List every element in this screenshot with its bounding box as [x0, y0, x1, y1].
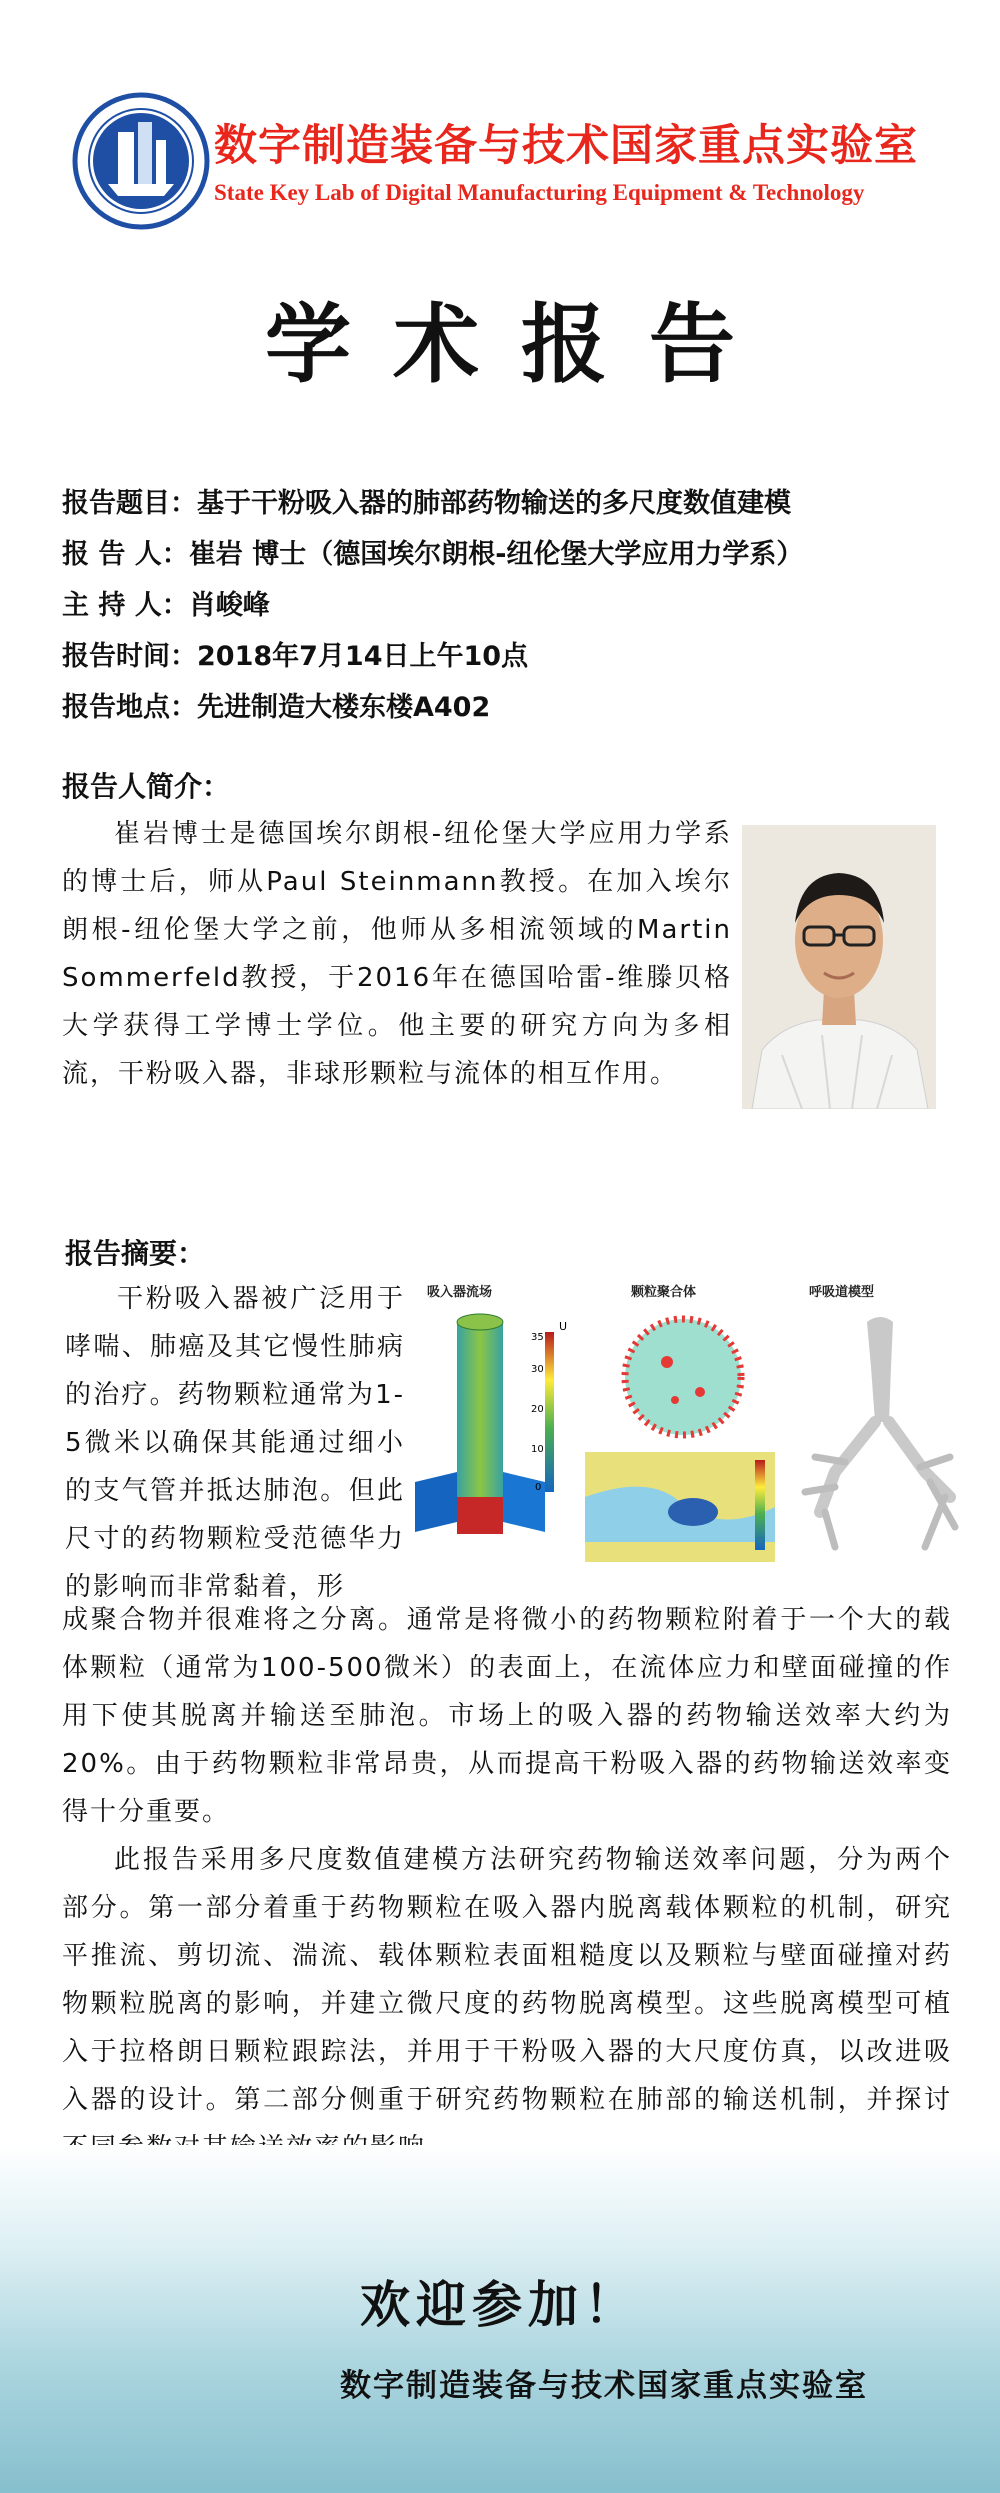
info-value: 先进制造大楼东楼A402	[197, 692, 491, 723]
figure-label-agglomerate: 颗粒聚合体	[631, 1285, 697, 1300]
page-title: 学术报告	[265, 295, 777, 395]
info-row-location	[62, 682, 982, 733]
bio-heading: 报告人简介：	[62, 770, 231, 803]
abstract-paragraph-1-rest: 成聚合物并很难将之分离。通常是将微小的药物颗粒附着于一个大的载体颗粒（通常为100-500微米）的表面上，在流体应力和壁面碰撞的作用下使其脱离并输送至肺泡。市场上的吸入器的药物输送效率大约为20%。由于药物颗粒非常昂贵，从而提高干粉吸入器的药物输送效率变得十分重要。	[62, 1605, 952, 1827]
colorbar-unit: U	[559, 1320, 568, 1333]
report-info	[62, 478, 982, 733]
figure-label-airway: 呼吸道模型	[809, 1285, 875, 1300]
info-label: 报告时间：	[62, 641, 197, 672]
lab-name-cn: 数字制造装备与技术国家重点实验室	[214, 121, 918, 171]
info-value: 2018年7月14日上午10点	[197, 641, 529, 672]
info-label: 报告地点：	[62, 692, 197, 723]
colorbar-tick: 20	[531, 1404, 544, 1415]
abstract-paragraph-2: 此报告采用多尺度数值建模方法研究药物输送效率问题，分为两个部分。第一部分着重于药物颗粒在吸入器内脱离载体颗粒的机制，研究平推流、剪切流、湍流、载体颗粒表面粗糙度以及颗粒与壁面碰撞对药物颗粒脱离的影响，并建立微尺度的药物脱离模型。这些脱离模型可植入于拉格朗日颗粒跟踪法，并用于干粉吸入器的大尺度仿真，以改进吸入器的设计。第二部分侧重于研究药物颗粒在肺部的输送机制，并探讨	[62, 1845, 952, 2115]
info-row-speaker	[62, 529, 982, 580]
lab-logo-icon	[72, 92, 210, 230]
abstract-body	[62, 1596, 952, 2172]
colorbar-tick: 30	[531, 1364, 544, 1375]
info-value: 基于干粉吸入器的肺部药物输送的多尺度数值建模	[197, 488, 791, 519]
info-label: 主 持 人：	[62, 590, 189, 621]
colorbar-tick: 35	[531, 1332, 544, 1343]
info-label: 报告题目：	[62, 488, 197, 519]
abstract-intro: 干粉吸入器被广泛用于哮喘、肺癌及其它慢性肺病的治疗。药物颗粒通常为1-5微米以确保其能通过细小的支气管并抵达肺泡。但此尺寸的药物颗粒受范德华力的影响而非常黏着，形	[65, 1284, 405, 1602]
info-value: 崔岩 博士（德国埃尔朗根-纽伦堡大学应用力学系）	[188, 539, 804, 570]
colorbar-tick: 10	[531, 1444, 544, 1455]
lab-name-en: State Key Lab of Digital Manufacturing Equipment & Technology	[214, 180, 865, 205]
footer-lab-name: 数字制造装备与技术国家重点实验室	[340, 2368, 868, 2404]
colorbar-tick: 0	[535, 1482, 542, 1493]
info-row-time	[62, 631, 982, 682]
speaker-portrait-icon	[742, 825, 936, 1109]
info-row-host	[62, 580, 982, 631]
info-label: 报 告 人：	[62, 539, 189, 570]
abstract-heading: 报告摘要：	[65, 1237, 206, 1270]
info-value: 肖峻峰	[188, 590, 270, 621]
simulation-figure	[405, 1282, 965, 1582]
bio-text: 崔岩博士是德国埃尔朗根-纽伦堡大学应用力学系的博士后，师从Paul Steinmann教授。在加入埃尔朗根-纽伦堡大学之前，他师从多相流领域的Martin Sommerfeld教授，于2016年在德国哈雷-维滕贝格大学获得工学博士学位。他主要的研究方向为多相流，干粉吸入器，非球形颗粒与流体的相互作用。	[62, 819, 732, 1089]
figure-label-flow: 吸入器流场	[427, 1285, 493, 1300]
info-row-topic	[62, 478, 982, 529]
welcome-text: 欢迎参加！	[360, 2275, 640, 2334]
